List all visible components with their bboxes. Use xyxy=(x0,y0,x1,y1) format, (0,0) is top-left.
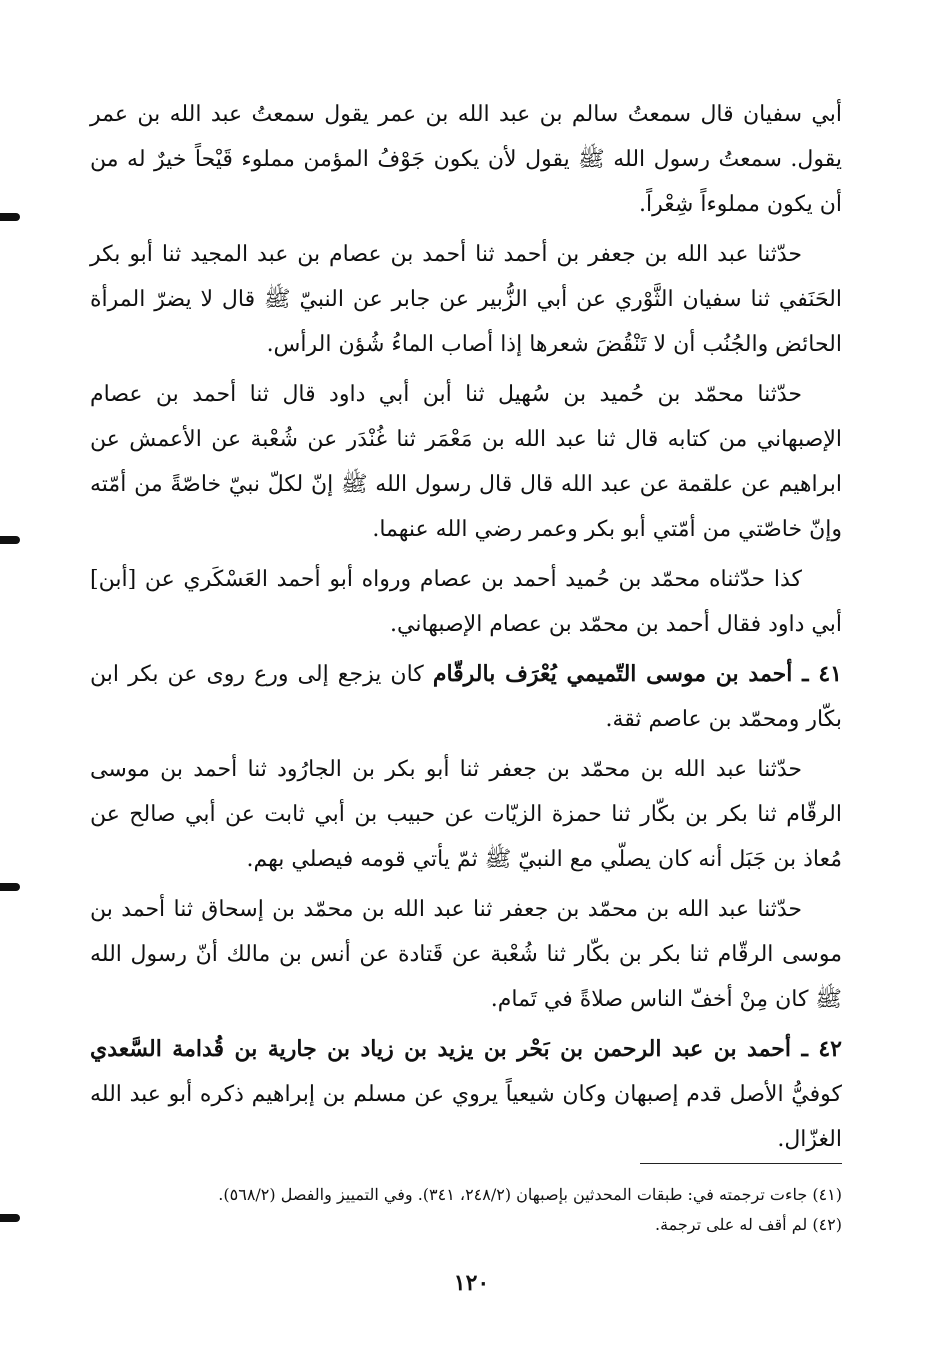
page-body xyxy=(90,92,842,1162)
paragraph-2: حدّثنا عبد الله بن جعفر بن أحمد ثنا أحمد بن عصام بن عبد المجيد ثنا أبو بكر الحَنَفي ثنا سفيان الثَّوْري عن أبي الزُّبير عن جابر عن النبيّ ﷺ قال لا يضرّ المرأة الحائض والجُنُب أن لا تَنْقُضَ شعرها إذا أصاب الماءُ شُؤن الرأس. xyxy=(90,242,842,357)
paragraph-6: حدّثنا عبد الله بن محمّد بن جعفر ثنا أبو بكر بن الجارُود ثنا أحمد بن موسى الرقّام ثنا بكر بن بكّار ثنا حمزة الزيّات عن حبيب بن أبي ثابت عن أبي صالح عن مُعاذ بن جَبَل أنه كان يصلّي مع النبيّ ﷺ ثمّ يأتي قومه فيصلي بهم. xyxy=(90,757,842,872)
footnote-divider xyxy=(640,1163,842,1164)
scan-edge-mark xyxy=(0,1214,20,1222)
entry-41-heading: ٤١ ـ أحمد بن موسى التّميمي يُعْرَف بالرقّام xyxy=(432,661,842,687)
footnotes xyxy=(90,1180,842,1240)
paragraph-7: حدّثنا عبد الله بن محمّد بن جعفر ثنا عبد الله بن محمّد بن إسحاق ثنا أحمد بن موسى الرقّام ثنا بكر بن بكّار ثنا شُعْبة عن قَتادة عن أنس بن مالك أنّ رسول الله ﷺ كان مِنْ أخفّ الناس صلاةً في تَمام. xyxy=(90,897,842,1012)
footnote-42: (٤٢) لم أقف له على ترجمة. xyxy=(654,1215,842,1234)
scan-edge-mark xyxy=(0,213,20,221)
page-number: ١٢٠ xyxy=(453,1270,490,1296)
scan-edge-mark xyxy=(0,883,20,891)
paragraph-4: كذا حدّثناه محمّد بن حُميد أحمد بن عصام ورواه أبو أحمد العَسْكَري عن [أبن] أبي داود فقال أحمد بن محمّد بن عصام الإصبهاني. xyxy=(90,567,842,637)
scan-edge-mark xyxy=(0,536,20,544)
entry-42-text: كوفيُّ الأصل قدم إصبهان وكان شيعياً يروي عن مسلم بن إبراهيم ذكره أبو عبد الله الغزّال. xyxy=(90,1082,842,1152)
entry-41 xyxy=(90,652,842,742)
entry-41-text: كان يزجع إلى ورع روى عن بكر ابن بكّار ومحمّد بن عاصم ثقة. xyxy=(90,662,842,732)
entry-42-heading: ٤٢ ـ أحمد بن عبد الرحمن بن بَحْر بن يزيد بن زياد بن جارية بن قُدامة السَّعدي xyxy=(90,1036,842,1062)
footnote-41: (٤١) جاءت ترجمته في: طبقات المحدثين بإصبهان (٢٤٨/٢، ٣٤١). وفي التمييز والفصل (٥٦٨/٢). xyxy=(218,1185,842,1204)
paragraph-3: حدّثنا محمّد بن حُميد بن سُهيل ثنا أبن أبي داود قال ثنا أحمد بن عصام الإصبهاني من كتابه قال ثنا عبد الله بن مَعْمَر ثنا غُنْدَر عن شُعْبة عن الأعمش عن ابراهيم عن علقمة عن عبد الله قال قال رسول الله ﷺ إنّ لكلّ نبيّ خاصّةً من أمّته وإنّ خاصّتي من أمّتي أبو بكر وعمر رضي الله عنهما. xyxy=(90,382,842,542)
paragraph-1: أبي سفيان قال سمعتُ سالم بن عبد الله بن عمر يقول سمعتُ عبد الله بن عمر يقول. سمعتُ رسول الله ﷺ يقول لأن يكون جَوْفُ المؤمن مملوء قَيْحاً خيرٌ له من أن يكون مملوءاً شِعْراً. xyxy=(90,102,842,217)
entry-42 xyxy=(90,1027,842,1162)
